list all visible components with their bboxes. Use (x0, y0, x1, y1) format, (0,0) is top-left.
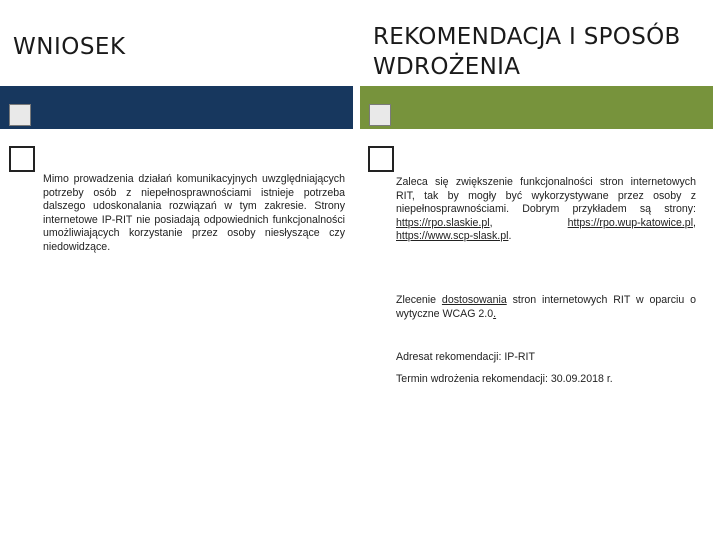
left-header-bar (0, 86, 353, 129)
right-bar-square-icon (369, 104, 391, 126)
link-separator: , (489, 216, 493, 229)
left-bullet-box-icon (9, 146, 35, 172)
link-scp-slask[interactable]: https://www.scp-slask.pl (396, 230, 509, 242)
link-rpo-wup-katowice[interactable]: https://rpo.wup-katowice.pl (567, 216, 694, 229)
right-header-bar (360, 86, 713, 129)
left-heading: WNIOSEK (13, 34, 126, 60)
paragraph-end: . (508, 230, 512, 242)
link-separator: , (693, 216, 696, 229)
deadline-line: Termin wdrożenia rekomendacji: 30.09.2018 r. (396, 373, 613, 385)
left-paragraph: Mimo prowadzenia działań komunikacyjnych uwzględniających potrzeby osób z niepełnosprawnościami istnieje potrzeba dalszego udoskonalania rozwiązań w tym zakresie. Strony internetowe IP-RIT nie posiadają odpowiednich funkcjonalności umożliwiających korzystanie przez osoby niesłyszące czy niedowidzące. (43, 173, 345, 253)
right-heading: REKOMENDACJA I SPOSÓB WDROŻENIA (373, 24, 681, 80)
paragraph-end: . (493, 307, 497, 320)
implementation-paragraph (396, 294, 696, 321)
recommendation-paragraph (396, 176, 696, 244)
implementation-text-start: Zlecenie (396, 294, 437, 306)
right-bullet-box-icon (368, 146, 394, 172)
implementation-text-rest: stron internetowych RIT w oparciu o wytyczne WCAG 2.0 (396, 294, 696, 320)
link-rpo-slaskie[interactable]: https://rpo.slaskie.pl (396, 216, 490, 229)
left-bar-square-icon (9, 104, 31, 126)
addressee-line: Adresat rekomendacji: IP-RIT (396, 351, 535, 363)
implementation-underlined: dostosowania (441, 294, 507, 306)
recommendation-text: Zaleca się zwiększenie funkcjonalności stron internetowych RIT, tak by mogły być wykorzystywane przez osoby z niepełnosprawnościami. Dobrym przykładem są strony: (396, 176, 696, 215)
